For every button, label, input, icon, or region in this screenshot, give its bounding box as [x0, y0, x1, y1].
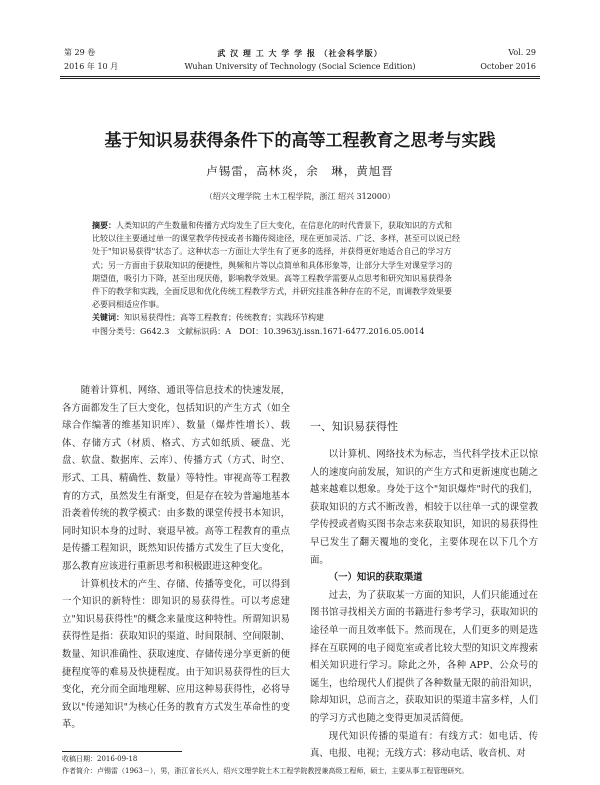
abstract: 摘要：人类知识的产生数量和传播方式均发生了巨大变化，在信息化的时代背景下，获取知识的方式和 比较以往主要通过单一的课堂教学传授或者书籍传阅途径，现在更加灵活、广泛、多样，甚至可以说已经 处于"知识易获得"状态了。这种状态一方面让大学生有了更多的选择，并获得更好地适合自己的学习方 式；另一方面由于获取知识的便捷性，舆频和片等以点简单和具体形象等，让部分大学生对课堂学习的 期望值，吸引力下降，甚至出现厌倦，影响教学效果。高等工程教学需要从点思考和研究知识易获得条 件下的教学和实践，全面反思和优化传统工程教学方式，并研究挂准各种存在的不足，而调教学效果要 必要同相适应作事。 关键词：知识易获得性；高等工程教育；传统教育；实践环节构建 中图分类号：G642.3 文献标识码：A DOI：10.3963/j.issn.1671-6477.2016.05.0014: [92, 219, 522, 338]
volume-en: Vol. 29: [508, 48, 536, 57]
date-cn: 2016 年 10 月: [64, 62, 119, 71]
footnote-received: 收稿日期：2016-09-18: [62, 755, 138, 763]
paragraph: 现代知识传播的渠道有：有线方式：如电话、传真、电报、电视；无线方式：移动电话、收音机、对: [310, 730, 538, 760]
classification: 中图分类号：G642.3 文献标识码：A DOI：10.3963/j.issn.1671-6477.2016.05.0014: [92, 326, 425, 336]
journal-name-en: Wuhan University of Technology (Social Science Edition): [184, 62, 416, 71]
paragraph: 过去，为了获取某一方面的知识，人们只能通过在图书馆寻找相关方面的书籍进行参考学习，获取知识的途径单一而且效率低下。然而现在，人们更多的则是选择在互联网的电子阅览室或者比较大型的知识文库搜索相关知识进行学习。除此之外，各种 APP、公众号的诞生，也给现代人们提供了各种数量无限的前沿知识，除却知识，总而言之，获取知识的渠道丰富多样，人们的学习方式也随之变得更加灵活简便。: [310, 589, 538, 724]
section-heading: 一、知识易获得性: [310, 420, 398, 433]
date-en: October 2016: [480, 62, 536, 71]
footnote-author: 作者简介：卢锡雷（1963－），男，浙江省长兴人，绍兴文理学院土木工程学院教授兼高级工程师，硕士，主要从事工程管理研究。: [62, 767, 469, 775]
paragraph: 随着计算机、网络、通讯等信息技术的快速发展，各方面都发生了巨大变化，包括知识的产生方式（如全球合作编著的维基知识库）、数量（爆炸性增长）、载体、存储方式（材质、格式、方式如纸质、硬盘、光盘、软盘、数据库、云库）、传播方式（方式、时空、形式、工具、精确性、数量）等特性。审视高等工程教育的方式，虽然发生有渐变，但是存在较为普遍地基本沿袭着传统的教学模式：由多数的课堂传授书本知识，同时知识本身的过时、衰退早被。高等工程教育的重点是传播工程知识，既然知识传播方式发生了巨大变化，那么教育应该进行重新思考和积极跟进这种变化。: [62, 385, 290, 572]
keywords: 知识易获得性；高等工程教育；传统教育；实践环节构建: [124, 313, 324, 323]
volume-cn: 第 29 卷: [64, 48, 96, 57]
left-column: [62, 382, 290, 734]
subheading: （一）知识的获取渠道: [328, 572, 423, 584]
abstract-label: 摘要：: [92, 220, 116, 230]
header-rule: [60, 76, 540, 77]
authors: 卢锡雷，高林炎，余 琳，黄旭晋: [206, 164, 394, 178]
journal-name-cn: 武 汉 理 工 大 学 学 报 （社会科学版）: [217, 48, 383, 58]
paragraph: 计算机技术的产生、存储、传播等变化，可以得到一个知识的新特性：即知识的易获得性。可以考虑建立"知识易获得性"的概念来量度这种特性。所谓知识易获得性是指：获取知识的渠道、时间限制、空间限制、数量、知识准确性、获取速度、存储传递分享更新的便捷程度等的难易及快捷程度。由于知识易获得性的巨大变化，充分而全面地理解、应用这种易获得性，必将导致以"传递知识"为核心任务的教育方式发生革命性的变革。: [62, 578, 290, 731]
keywords-label: 关键词：: [92, 312, 124, 323]
right-column: [310, 418, 538, 763]
header-rule-thin: [60, 78, 540, 79]
footnote-rule: [62, 751, 182, 752]
paragraph: 以计算机、网络技术为标志，当代科学技术正以惊人的速度向前发展，知识的产生方式和更新速度也随之越来越难以想象。身处于这个"知识爆炸"时代的我们，获取知识的方式不断改善，相较于以往单一式的课堂教学传授或者购买图书杂志来获取知识，知识的易获得性早已发生了翻天覆地的变化，主要体现在以下几个方面。: [310, 449, 538, 566]
affiliation: （绍兴文理学院 土木工程学院，浙江 绍兴 312000）: [204, 192, 396, 201]
paper-title: 基于知识易获得条件下的高等工程教育之思考与实践: [104, 131, 496, 151]
